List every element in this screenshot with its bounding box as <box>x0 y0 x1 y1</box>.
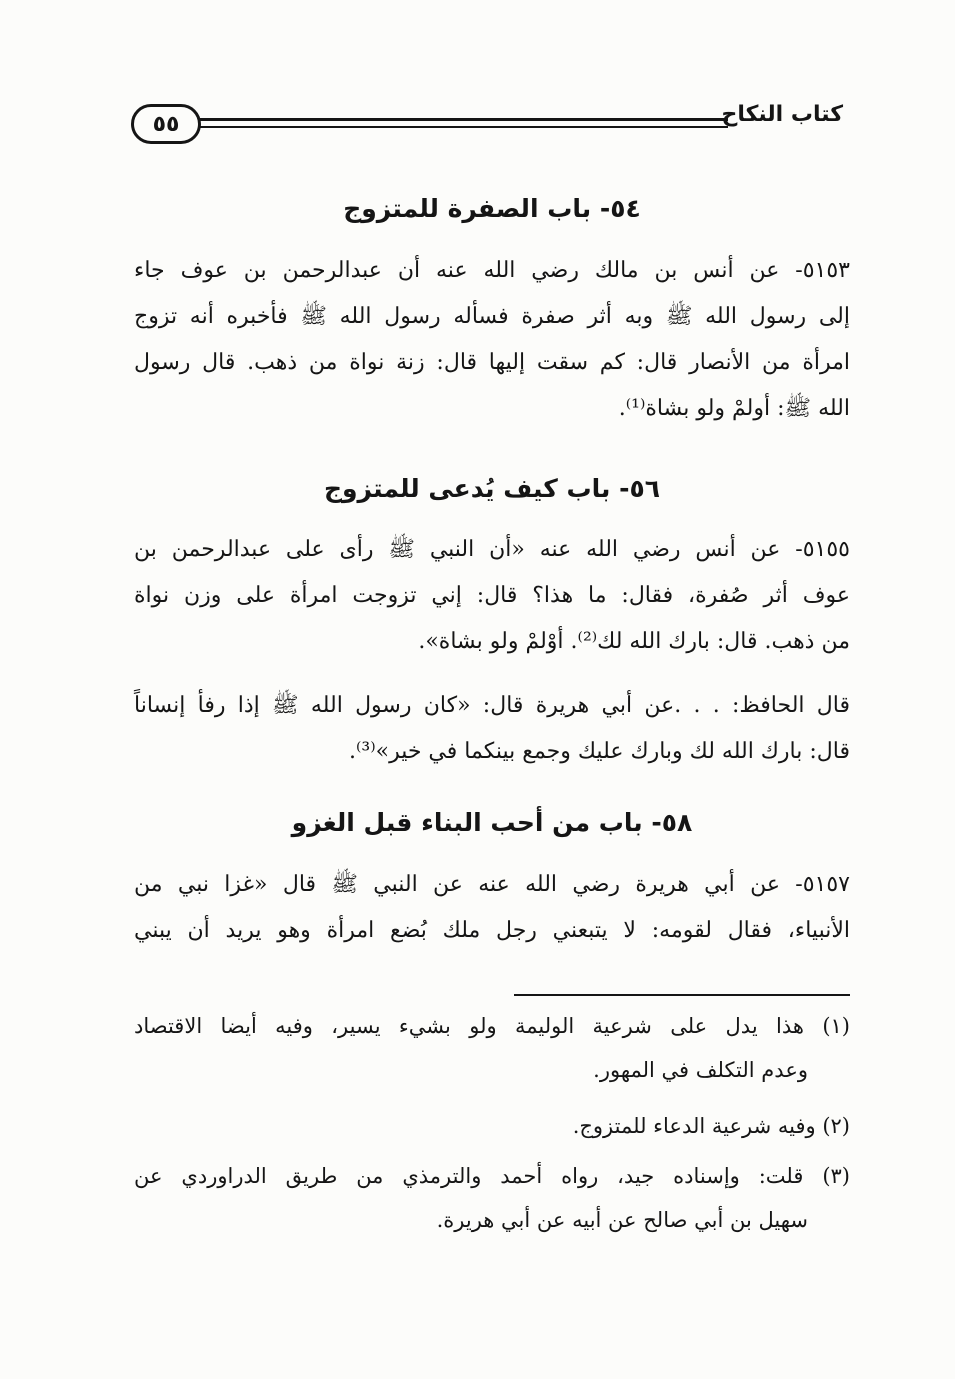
text-line: إلى رسول الله ﷺ وبه أثر صفرة فسأله رسول الله ﷺ فأخبره أنه تزوج <box>134 304 850 329</box>
footnote <box>134 1154 850 1242</box>
footnote-line: (٢) وفيه شرعية الدعاء للمتزوج. <box>572 1114 850 1138</box>
footnote-line: (١) هذا يدل على شرعية الوليمة ولو بشيء يسير، وفيه أيضا الاقتصاد <box>134 1014 850 1038</box>
chapter-heading: ٥٤- باب الصفرة للمتزوج <box>343 194 641 223</box>
footnote-line: (٣) قلت: وإسناده جيد، رواه أحمد والترمذي من طريق الدراوردي عن <box>134 1164 850 1188</box>
text-line: قال: بارك الله لك وبارك عليك وجمع بينكما في خير»⁽³⁾. <box>348 739 850 764</box>
header-rule-thin <box>196 126 728 128</box>
footnote-line: سهيل بن أبي صالح عن أبيه عن أبي هريرة. <box>436 1208 808 1232</box>
text-line: الله ﷺ: أولمْ ولو بشاة⁽¹⁾. <box>618 396 850 421</box>
footnote-separator <box>514 994 850 996</box>
footnote <box>134 1104 850 1148</box>
chapter-heading: ٥٨- باب من أحب البناء قبل الغزو <box>291 808 693 837</box>
hafiz-commentary <box>134 683 850 775</box>
text-line: امرأة من الأنصار قال: كم سقت إليها قال: زنة نواة من ذهب. قال رسول <box>134 350 850 375</box>
chapter-heading: ٥٦- باب كيف يُدعى للمتزوج <box>324 474 660 503</box>
hadith-paragraph <box>134 527 850 665</box>
text-line: من ذهب. قال: بارك الله لك⁽²⁾. أوْلمْ ولو بشاة». <box>418 629 850 654</box>
page-number-badge: ٥٥ <box>131 104 201 144</box>
footnote <box>134 1004 850 1092</box>
text-line: الأنبياء، فقال لقومه: لا يتبعني رجل ملك بُضع امرأة وهو يريد أن يبني <box>134 918 850 943</box>
text-line: قال الحافظ: . . .عن أبي هريرة قال: «كان رسول الله ﷺ إذا رفأ إنساناً <box>134 693 850 718</box>
text-line: ٥١٥٣- عن أنس بن مالك رضي الله عنه أن عبدالرحمن بن عوف جاء <box>134 258 850 283</box>
text-line: عوف أثر صُفرة، فقال: ما هذا؟ قال: إني تزوجت امرأة على وزن نواة <box>134 583 850 608</box>
hadith-paragraph <box>134 862 850 954</box>
running-header-title: كتاب النكاح <box>721 102 843 127</box>
text-line: ٥١٥٥- عن أنس رضي الله عنه «أن النبي ﷺ رأى على عبدالرحمن بن <box>134 537 850 562</box>
footnote-line: وعدم التكلف في المهور. <box>593 1058 808 1082</box>
hadith-paragraph <box>134 248 850 432</box>
header-rule <box>196 118 728 121</box>
text-line: ٥١٥٧- عن أبي هريرة رضي الله عنه عن النبي ﷺ قال «غزا نبي من <box>134 872 850 897</box>
